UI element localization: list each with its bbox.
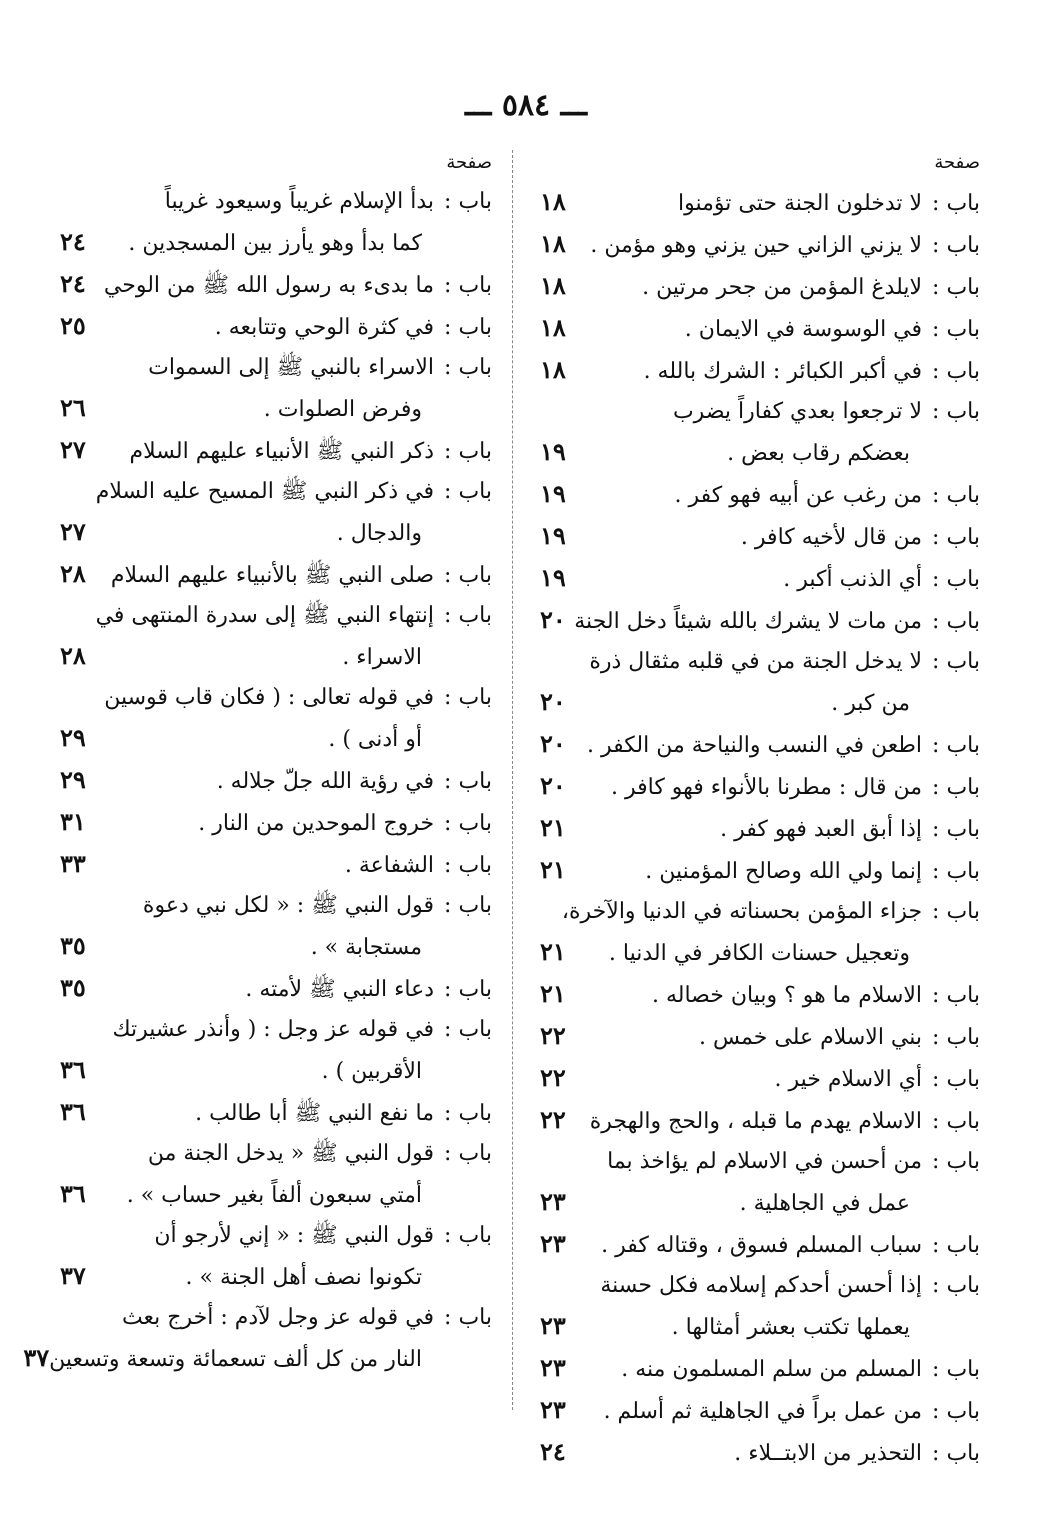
entry-title	[108, 846, 492, 886]
entry-page-number: ٢٣	[540, 1311, 566, 1340]
entry-text: لا تدخلون الجنة حتى تؤمنوا	[678, 191, 923, 216]
toc-entry	[540, 808, 980, 850]
entry-title	[96, 472, 492, 512]
entry-text: أي الاسلام خير .	[774, 1067, 923, 1092]
toc-entry	[540, 892, 980, 932]
entry-title	[108, 224, 492, 264]
entry-title	[108, 1176, 492, 1216]
toc-entry	[540, 642, 980, 682]
bab-label: باب :	[444, 977, 492, 1002]
entry-title	[108, 1052, 492, 1092]
entry-page-number: ٢٨	[60, 559, 86, 588]
entry-title	[587, 726, 980, 766]
entry-text: ما بدىء به رسول الله ﷺ من الوحي	[103, 273, 435, 298]
entry-title	[588, 434, 980, 474]
entry-text: قول النبي ﷺ : « لكل نبي دعوة	[142, 893, 435, 918]
toc-entry	[60, 472, 492, 512]
entry-title	[588, 852, 980, 892]
bab-label: باب :	[932, 275, 980, 300]
entry-page-number: ٢٣	[540, 1395, 566, 1424]
entry-page-number: ٢١	[540, 937, 566, 966]
entry-text: بدأ الإسلام غريباً وسيعود غريباً	[164, 189, 435, 214]
entry-text: من رغب عن أبيه فهو كفر .	[674, 483, 923, 508]
entry-title	[108, 970, 492, 1010]
toc-entry	[540, 974, 980, 1016]
toc-entry	[60, 1134, 492, 1174]
entry-text: في كثرة الوحي وتتابعه .	[214, 315, 435, 340]
bab-label: باب :	[932, 233, 980, 258]
bab-label: باب :	[932, 899, 980, 924]
entry-page-number: ٢٢	[540, 1063, 566, 1092]
toc-entry	[60, 512, 492, 554]
entry-page-number: ٣٦	[60, 1097, 86, 1126]
entry-page-number: ١٨	[540, 229, 566, 258]
toc-entry	[540, 682, 980, 724]
entry-title	[108, 182, 492, 222]
entry-title	[49, 1340, 492, 1380]
entry-title	[588, 310, 980, 350]
entry-title	[588, 934, 980, 974]
toc-entry	[540, 266, 980, 308]
toc-entry	[540, 182, 980, 224]
entry-title	[588, 560, 980, 600]
bab-label: باب :	[444, 439, 492, 464]
bab-label: باب :	[444, 563, 492, 588]
entry-page-number: ٢٣	[540, 1229, 566, 1258]
toc-entry	[60, 554, 492, 596]
toc-entry	[540, 474, 980, 516]
bab-label: باب :	[932, 775, 980, 800]
toc-entry	[540, 1182, 980, 1224]
toc-entry	[60, 264, 492, 306]
entry-text: التحذير من الابتــلاء .	[734, 1441, 923, 1466]
entry-page-number: ٢٣	[540, 1353, 566, 1382]
toc-entry	[60, 222, 492, 264]
bab-label: باب :	[932, 525, 980, 550]
toc-entry	[60, 388, 492, 430]
toc-entry	[540, 308, 980, 350]
toc-entry	[540, 1016, 980, 1058]
bab-label: باب :	[444, 479, 492, 504]
toc-entry	[60, 1216, 492, 1256]
bab-label: باب :	[932, 609, 980, 634]
bab-label: باب :	[932, 483, 980, 508]
entry-text: خروج الموحدين من النار .	[198, 811, 435, 836]
entry-title	[588, 768, 980, 808]
entry-text: بعضكم رقاب بعض .	[727, 441, 910, 466]
entry-title	[562, 892, 980, 932]
entry-title	[104, 266, 492, 306]
bab-label: باب :	[444, 893, 492, 918]
toc-entry	[60, 760, 492, 802]
bab-label: باب :	[444, 273, 492, 298]
entry-title	[108, 804, 492, 844]
entry-text: الاسلام ما هو ؟ وبيان خصاله .	[651, 983, 923, 1008]
bab-label: باب :	[932, 567, 980, 592]
entry-title	[108, 886, 492, 926]
entry-page-number: ١٩	[540, 479, 566, 508]
toc-entry	[60, 886, 492, 926]
entry-text: لا ترجعوا بعدي كفاراً يضرب	[672, 399, 923, 424]
entry-page-number: ١٨	[540, 271, 566, 300]
entry-title	[108, 308, 492, 348]
entry-text: من كبر .	[831, 691, 910, 716]
toc-entry	[540, 1142, 980, 1182]
entry-page-number: ٢٠	[540, 605, 566, 634]
bab-label: باب :	[932, 649, 980, 674]
toc-entry	[60, 306, 492, 348]
entry-page-number: ٣٥	[60, 931, 86, 960]
entry-text: أو أدنى ) .	[328, 727, 422, 752]
entry-title	[108, 556, 492, 596]
entry-page-number: ٢٤	[60, 269, 86, 298]
column-divider	[512, 150, 513, 1410]
entry-title	[108, 390, 492, 430]
entry-text: الشفاعة .	[344, 853, 435, 878]
bab-label: باب :	[444, 1017, 492, 1042]
page-number: ـــ ٥٨٤ ـــ	[465, 88, 587, 123]
entry-title	[588, 976, 980, 1016]
entry-page-number: ٣٧	[60, 1261, 86, 1290]
entry-page-number: ١٩	[540, 437, 566, 466]
entry-title	[108, 1216, 492, 1256]
entry-title	[588, 1308, 980, 1348]
entry-page-number: ٣٦	[60, 1055, 86, 1084]
entry-title	[108, 432, 492, 472]
entry-text: في قوله تعالى : ( فكان قاب قوسين	[104, 685, 435, 710]
toc-entry	[540, 724, 980, 766]
toc-entry	[60, 678, 492, 718]
toc-entry	[60, 968, 492, 1010]
toc-entry	[60, 636, 492, 678]
entry-title	[588, 1102, 980, 1142]
entry-text: يعملها تكتب بعشر أمثالها .	[671, 1315, 910, 1340]
entry-text: الاسراء .	[342, 645, 422, 670]
toc-entry	[540, 766, 980, 808]
entry-title	[588, 1142, 980, 1182]
toc-entry	[540, 1306, 980, 1348]
entry-page-number: ٢٨	[60, 641, 86, 670]
toc-entry	[540, 1100, 980, 1142]
entry-page-number: ٣٦	[60, 1179, 86, 1208]
bab-label: باب :	[932, 733, 980, 758]
bab-label: باب :	[932, 1357, 980, 1382]
entry-text: عمل في الجاهلية .	[739, 1191, 910, 1216]
bab-label: باب :	[932, 1025, 980, 1050]
entry-title	[588, 684, 980, 724]
entry-page-number: ٢٥	[60, 311, 86, 340]
entry-title	[588, 1018, 980, 1058]
entry-text: قول النبي ﷺ « يدخل الجنة من	[147, 1141, 435, 1166]
entry-text: ذكر النبي ﷺ الأنبياء عليهم السلام	[129, 439, 435, 464]
right-entry-list	[540, 182, 980, 1474]
toc-entry	[60, 1174, 492, 1216]
toc-entry	[60, 430, 492, 472]
toc-entry	[540, 432, 980, 474]
bab-label: باب :	[932, 191, 980, 216]
entry-title	[108, 928, 492, 968]
entry-page-number: ٢٠	[540, 771, 566, 800]
entry-text: أمتي سبعون ألفاً بغير حساب » .	[126, 1183, 422, 1208]
bab-label: باب :	[932, 399, 980, 424]
entry-text: اطعن في النسب والنياحة من الكفر .	[586, 733, 923, 758]
entry-page-number: ٣٣	[60, 849, 86, 878]
bab-label: باب :	[444, 1305, 492, 1330]
entry-text: دعاء النبي ﷺ لأمته .	[245, 977, 435, 1002]
entry-page-number: ٣٥	[60, 973, 86, 1002]
entry-title	[96, 596, 492, 636]
entry-title	[588, 642, 980, 682]
toc-entry	[540, 516, 980, 558]
toc-entry	[540, 1390, 980, 1432]
entry-page-number: ٢٢	[540, 1021, 566, 1050]
entry-page-number: ١٩	[540, 521, 566, 550]
toc-entry	[540, 1224, 980, 1266]
entry-text: من قال : مطرنا بالأنواء فهو كافر .	[610, 775, 923, 800]
bab-label: باب :	[932, 983, 980, 1008]
toc-entry	[540, 1432, 980, 1474]
entry-title	[588, 810, 980, 850]
bab-label: باب :	[932, 1149, 980, 1174]
entry-page-number: ٢٢	[540, 1105, 566, 1134]
entry-title	[574, 602, 980, 642]
entry-text: ما نفع النبي ﷺ أبا طالب .	[195, 1101, 435, 1126]
entry-title	[588, 476, 980, 516]
toc-entry	[540, 1266, 980, 1306]
entry-text: جزاء المؤمن بحسناته في الدنيا والآخرة،	[561, 899, 923, 924]
bab-label: باب :	[444, 1223, 492, 1248]
entry-text: النار من كل ألف تسعمائة وتسعة وتسعين	[49, 1347, 422, 1372]
left-column	[23, 152, 492, 1380]
entry-title	[588, 1434, 980, 1474]
entry-text: في أكبر الكبائر : الشرك بالله .	[643, 359, 923, 384]
bab-label: باب :	[932, 1109, 980, 1134]
entry-title	[588, 268, 980, 308]
bab-label: باب :	[444, 1101, 492, 1126]
toc-entry	[23, 1338, 492, 1380]
bab-label: باب :	[444, 811, 492, 836]
entry-text: لايلدغ المؤمن من جحر مرتين .	[642, 275, 923, 300]
entry-title	[588, 1184, 980, 1224]
entry-title	[588, 518, 980, 558]
entry-text: من عمل براً في الجاهلية ثم أسلم .	[603, 1399, 923, 1424]
entry-page-number: ٣١	[60, 807, 86, 836]
entry-page-number: ٢٠	[540, 729, 566, 758]
entry-text: قول النبي ﷺ : « إني لأرجو أن	[154, 1223, 435, 1248]
toc-entry	[540, 600, 980, 642]
entry-page-number: ١٨	[540, 355, 566, 384]
entry-text: تكونوا نصف أهل الجنة » .	[185, 1265, 422, 1290]
entry-text: الاسلام يهدم ما قبله ، والحج والهجرة	[589, 1109, 923, 1134]
entry-title	[108, 762, 492, 802]
bab-label: باب :	[932, 1441, 980, 1466]
entry-page-number: ٢٦	[60, 393, 86, 422]
entry-text: مستجابة » .	[310, 935, 422, 960]
entry-page-number: ٢٣	[540, 1187, 566, 1216]
entry-text: في الوسوسة في الايمان .	[684, 317, 923, 342]
entry-text: في قوله عز وجل لآدم : أخرج بعث	[121, 1305, 435, 1330]
bab-label: باب :	[444, 603, 492, 628]
toc-entry	[60, 926, 492, 968]
bab-label: باب :	[932, 1399, 980, 1424]
entry-text: إنتهاء النبي ﷺ إلى سدرة المنتهى في	[95, 603, 435, 628]
entry-page-number: ٢٠	[540, 687, 566, 716]
toc-entry	[60, 1256, 492, 1298]
entry-title	[108, 1134, 492, 1174]
toc-entry	[540, 350, 980, 392]
entry-text: من مات لا يشرك بالله شيئاً دخل الجنة	[574, 609, 923, 634]
bab-label: باب :	[444, 1141, 492, 1166]
entry-page-number: ٢٩	[60, 723, 86, 752]
bab-label: باب :	[444, 189, 492, 214]
entry-text: من أحسن في الاسلام لم يؤاخذ بما	[607, 1149, 923, 1174]
toc-entry	[60, 1092, 492, 1134]
toc-entry	[60, 182, 492, 222]
entry-title	[108, 1094, 492, 1134]
bab-label: باب :	[932, 1067, 980, 1092]
entry-text: سباب المسلم فسوق ، وقتاله كفر .	[601, 1233, 923, 1258]
toc-entry	[60, 802, 492, 844]
entry-text: لا يزني الزاني حين يزني وهو مؤمن .	[590, 233, 923, 258]
entry-text: لا يدخل الجنة من في قلبه مثقال ذرة	[589, 649, 923, 674]
toc-entry	[60, 1050, 492, 1092]
entry-page-number: ٢١	[540, 813, 566, 842]
entry-text: كما بدأ وهو يأرز بين المسجدين .	[128, 231, 422, 256]
entry-text: وتعجيل حسنات الكافر في الدنيا .	[608, 941, 910, 966]
toc-entry	[60, 1010, 492, 1050]
toc-entry	[60, 348, 492, 388]
bab-label: باب :	[444, 315, 492, 340]
left-entry-list	[23, 182, 492, 1380]
entry-title	[108, 348, 492, 388]
bab-label: باب :	[932, 359, 980, 384]
entry-text: والدجال .	[336, 521, 422, 546]
bab-label: باب :	[444, 355, 492, 380]
entry-text: وفرض الصلوات .	[263, 397, 422, 422]
toc-entry	[540, 1058, 980, 1100]
toc-entry	[540, 224, 980, 266]
entry-page-number: ٢٤	[540, 1437, 566, 1466]
bab-label: باب :	[444, 853, 492, 878]
bab-label: باب :	[932, 817, 980, 842]
entry-page-number: ٢٧	[60, 517, 86, 546]
entry-title	[588, 1350, 980, 1390]
entry-title	[588, 184, 980, 224]
entry-text: الأقربين ) .	[321, 1059, 422, 1084]
entry-text: صلى النبي ﷺ بالأنبياء عليهم السلام	[110, 563, 435, 588]
entry-page-number: ٢١	[540, 855, 566, 884]
entry-text: الاسراء بالنبي ﷺ إلى السموات	[148, 355, 435, 380]
entry-title	[588, 392, 980, 432]
entry-title	[108, 1298, 492, 1338]
entry-page-number: ١٨	[540, 313, 566, 342]
entry-page-number: ٣٧	[23, 1343, 50, 1372]
entry-page-number: ٢٩	[60, 765, 86, 794]
bab-label: باب :	[932, 317, 980, 342]
entry-title	[108, 1258, 492, 1298]
page-column-header: صفحة	[446, 152, 492, 173]
entry-text: بني الاسلام على خمس .	[699, 1025, 923, 1050]
entry-title	[108, 638, 492, 678]
entry-title	[108, 514, 492, 554]
entry-text: إنما ولي الله وصالح المؤمنين .	[645, 859, 923, 884]
bab-label: باب :	[444, 685, 492, 710]
entry-text: أي الذنب أكبر .	[783, 567, 923, 592]
entry-text: إذا أحسن أحدكم إسلامه فكل حسنة	[600, 1273, 923, 1298]
toc-entry	[60, 718, 492, 760]
toc-entry	[540, 850, 980, 892]
right-column	[540, 152, 980, 1474]
entry-title	[588, 1392, 980, 1432]
entry-page-number: ٢٧	[60, 435, 86, 464]
toc-entry	[60, 1298, 492, 1338]
entry-title	[588, 1060, 980, 1100]
entry-text: في قوله عز وجل : ( وأنذر عشيرتك	[112, 1017, 435, 1042]
toc-entry	[540, 932, 980, 974]
toc-entry	[540, 1348, 980, 1390]
toc-entry	[60, 844, 492, 886]
entry-page-number: ١٩	[540, 563, 566, 592]
entry-title	[108, 720, 492, 760]
bab-label: باب :	[444, 769, 492, 794]
entry-text: في ذكر النبي ﷺ المسيح عليه السلام	[95, 479, 435, 504]
toc-entry	[60, 596, 492, 636]
entry-page-number: ١٨	[540, 187, 566, 216]
bab-label: باب :	[932, 1233, 980, 1258]
entry-text: في رؤية الله جلّ جلاله .	[216, 769, 435, 794]
bab-label: باب :	[932, 859, 980, 884]
entry-text: إذا أبق العبد فهو كفر .	[720, 817, 923, 842]
entry-title	[588, 1226, 980, 1266]
entry-title	[108, 1010, 492, 1050]
entry-page-number: ٢٤	[60, 227, 86, 256]
entry-text: من قال لأخيه كافر .	[740, 525, 923, 550]
entry-text: المسلم من سلم المسلمون منه .	[621, 1357, 923, 1382]
entry-page-number: ٢١	[540, 979, 566, 1008]
page-column-header: صفحة	[934, 152, 980, 173]
entry-title	[588, 226, 980, 266]
entry-title	[588, 352, 980, 392]
entry-title	[588, 1266, 980, 1306]
entry-title	[104, 678, 492, 718]
toc-entry	[540, 392, 980, 432]
bab-label: باب :	[932, 1273, 980, 1298]
toc-entry	[540, 558, 980, 600]
